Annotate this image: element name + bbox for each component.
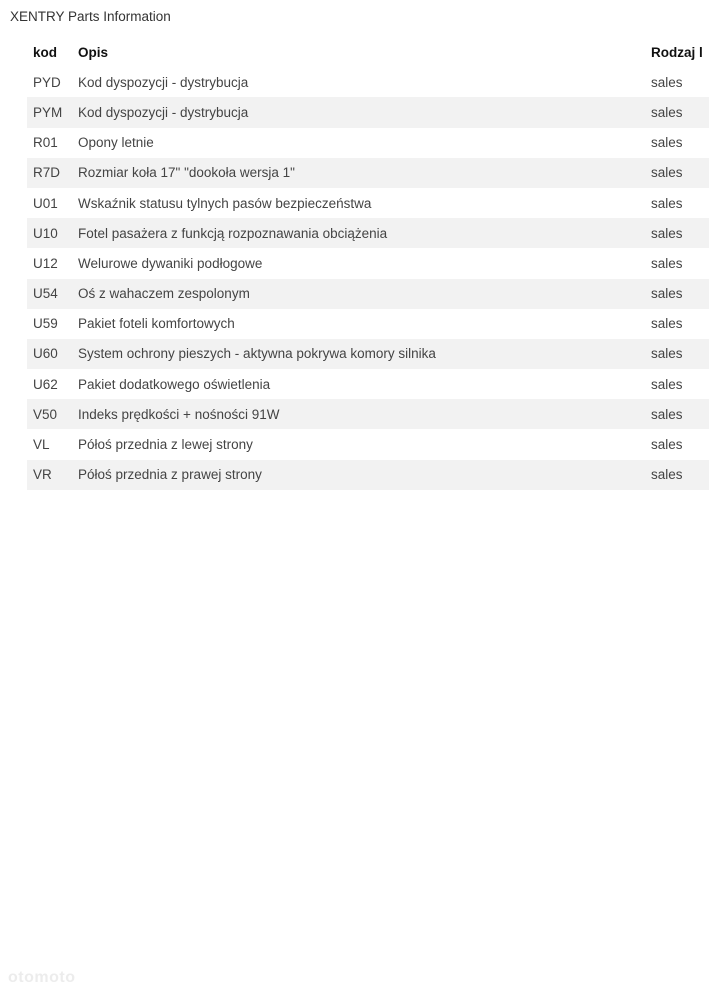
cell-kod: U10: [33, 225, 58, 241]
cell-rodzaj: sales: [651, 467, 683, 483]
cell-kod: U54: [33, 286, 58, 302]
cell-opis: System ochrony pieszych - aktywna pokrywa komory silnika: [78, 346, 436, 362]
cell-opis: Półoś przednia z lewej strony: [78, 437, 253, 453]
page-title: XENTRY Parts Information: [10, 9, 171, 24]
cell-rodzaj: sales: [651, 104, 683, 120]
cell-opis: Kod dyspozycji - dystrybucja: [78, 104, 249, 120]
cell-kod: R7D: [33, 165, 61, 181]
table-row: [27, 279, 709, 309]
table-row: [27, 188, 709, 218]
cell-opis: Rozmiar koła 17" "dookoła wersja 1": [78, 165, 295, 181]
cell-kod: PYM: [33, 104, 63, 120]
cell-kod: U01: [33, 195, 58, 211]
table-row: [27, 218, 709, 248]
cell-rodzaj: sales: [651, 135, 683, 151]
column-header-opis: Opis: [78, 44, 109, 60]
table-row: [27, 128, 709, 158]
cell-kod: VL: [33, 437, 50, 453]
cell-opis: Fotel pasażera z funkcją rozpoznawania obciążenia: [78, 225, 388, 241]
cell-kod: U60: [33, 346, 58, 362]
cell-opis: Półoś przednia z prawej strony: [78, 467, 262, 483]
cell-rodzaj: sales: [651, 74, 683, 90]
cell-rodzaj: sales: [651, 165, 683, 181]
cell-opis: Kod dyspozycji - dystrybucja: [78, 74, 249, 90]
cell-kod: PYD: [33, 74, 61, 90]
cell-kod: V50: [33, 406, 58, 422]
cell-kod: U62: [33, 376, 58, 392]
table-row: [27, 369, 709, 399]
cell-opis: Oś z wahaczem zespolonym: [78, 286, 250, 302]
watermark-logo: otomoto: [8, 969, 76, 986]
cell-opis: Opony letnie: [78, 135, 154, 151]
table-row: [27, 248, 709, 278]
table-header-row: [27, 37, 709, 67]
table-row: [27, 429, 709, 459]
cell-kod: R01: [33, 135, 58, 151]
cell-opis: Welurowe dywaniki podłogowe: [78, 255, 263, 271]
table-row: [27, 67, 709, 97]
column-header-rodzaj: Rodzaj l: [651, 44, 703, 60]
cell-rodzaj: sales: [651, 195, 683, 211]
cell-kod: U59: [33, 316, 58, 332]
cell-opis: Pakiet dodatkowego oświetlenia: [78, 376, 271, 392]
cell-rodzaj: sales: [651, 255, 683, 271]
cell-rodzaj: sales: [651, 406, 683, 422]
column-header-kod: kod: [33, 44, 58, 60]
cell-rodzaj: sales: [651, 437, 683, 453]
parts-table: [27, 37, 709, 490]
cell-opis: Pakiet foteli komfortowych: [78, 316, 235, 332]
cell-opis: Indeks prędkości + nośności 91W: [78, 406, 280, 422]
table-row: [27, 158, 709, 188]
cell-rodzaj: sales: [651, 286, 683, 302]
table-row: [27, 339, 709, 369]
cell-rodzaj: sales: [651, 225, 683, 241]
cell-kod: U12: [33, 255, 58, 271]
cell-rodzaj: sales: [651, 346, 683, 362]
table-row: [27, 399, 709, 429]
table-row: [27, 460, 709, 490]
cell-kod: VR: [33, 467, 52, 483]
cell-rodzaj: sales: [651, 376, 683, 392]
cell-opis: Wskaźnik statusu tylnych pasów bezpieczeństwa: [78, 195, 372, 211]
table-row: [27, 97, 709, 127]
table-row: [27, 309, 709, 339]
cell-rodzaj: sales: [651, 316, 683, 332]
